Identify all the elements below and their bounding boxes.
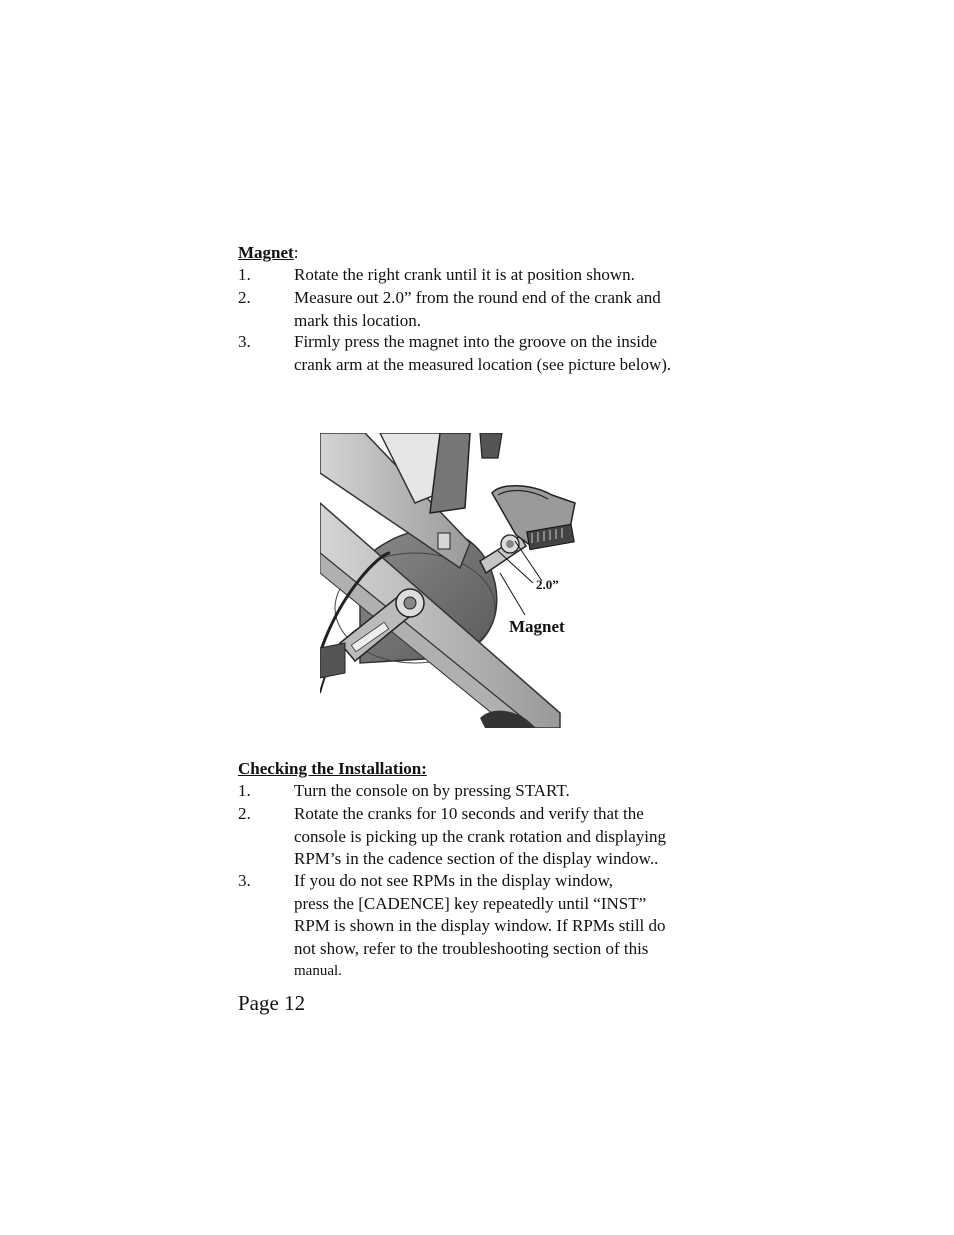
step-text-line: Measure out 2.0” from the round end of the crank and — [294, 288, 661, 307]
magnet-step-2 — [238, 287, 698, 332]
step-text-line: mark this location. — [294, 310, 422, 330]
checking-heading-text: Checking the Installation: — [238, 759, 427, 778]
magnet-heading-colon: : — [293, 243, 299, 262]
magnet-heading-text: Magnet — [238, 243, 294, 262]
step-text-line: Rotate the right crank until it is at position shown. — [294, 265, 635, 284]
step-text-line: Turn the console on by pressing START. — [294, 781, 570, 800]
magnet-heading — [238, 242, 298, 264]
step-number: 2. — [238, 804, 251, 823]
magnet-label: Magnet — [509, 617, 565, 636]
step-number: 1. — [238, 781, 251, 800]
step-text-line: If you do not see RPMs in the display window, — [294, 871, 614, 890]
step-text-line: console is picking up the crank rotation and displaying — [294, 826, 667, 846]
step-number: 3. — [238, 871, 251, 890]
measurement-label: 2.0” — [536, 577, 559, 592]
step-text-line: manual. — [294, 963, 342, 979]
step-text-line: not show, refer to the troubleshooting section of this — [294, 938, 649, 958]
step-text-line: Rotate the cranks for 10 seconds and verify that the — [294, 804, 644, 823]
step-text-line: RPM’s in the cadence section of the display window.. — [294, 849, 659, 868]
step-text-line: press the [CADENCE] key repeatedly until “INST” — [294, 893, 647, 913]
checking-step-1 — [238, 780, 698, 803]
step-number: 3. — [238, 332, 251, 351]
checking-step-3 — [238, 870, 698, 983]
magnet-step-3 — [238, 331, 698, 376]
step-text-line: RPM is shown in the display window. If RPMs still do — [294, 916, 666, 935]
step-number: 2. — [238, 288, 251, 307]
checking-heading — [238, 758, 427, 780]
step-number: 1. — [238, 265, 251, 284]
page-number: Page 12 — [238, 991, 306, 1015]
checking-step-2 — [238, 803, 698, 871]
magnet-step-1 — [238, 264, 698, 287]
step-text-line: Firmly press the magnet into the groove on the inside — [294, 332, 658, 351]
step-text-line: crank arm at the measured location (see picture below). — [294, 354, 672, 374]
